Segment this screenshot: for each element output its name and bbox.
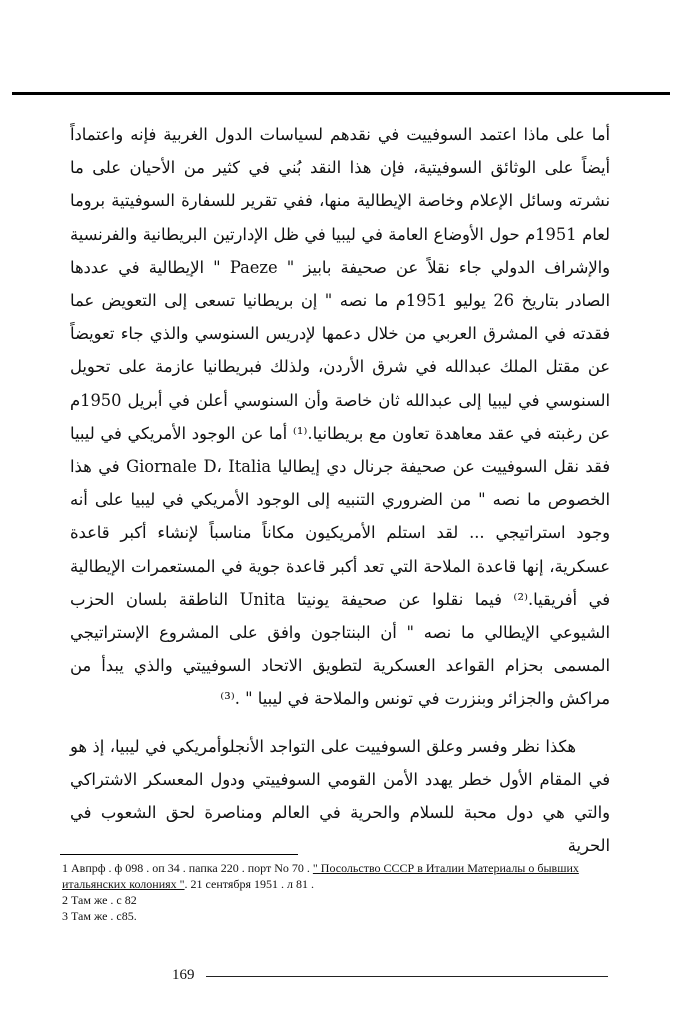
- footnote-1-date: . 21 сентября 1951 . л 81 .: [184, 877, 314, 891]
- page-number: 169: [172, 967, 195, 983]
- paragraph: أما على ماذا اعتمد السوفييت في نقدهم لسياسات الدول الغربية فإنه واعتماداً أيضاً على الوثائق السوفيتية، فإن هذا النقد بُني في كثير من الأحيان على ما نشرته وسائل الإعلام وخاصة الإيطالية منها، ففي تقرير للسفارة السوفيتية بروما لعام 1951م حول الأوضاع العامة في ليبيا في ظل الإدارتين البريطانية والفرنسية والإشراف الدولي جاء نقلاً عن صحيفة بابيز " Paeze " الإيطالية في عددها الصادر بتاريخ 26 يوليو 1951م ما نصه " إن بريطانيا تسعى إلى التعويض عما فقدته في المشرق العربي من خلال دعمها لإدريس السنوسي والذي جاء تعويضاً عن مقتل الملك عبدالله في شرق الأردن، ولذلك فبريطانيا عازمة على تحويل السنوسي في ليبيا إلى عبدالله ثان خاصة وأن السنوسي أعلن في أبريل 1950م عن رغبته في عقد معاهدة تعاون مع بريطانيا.⁽¹⁾ أما عن الوجود الأمريكي في ليبيا فقد نقل السوفييت عن صحيفة جرنال دي إيطاليا Giornale D، Italia في هذا الخصوص ما نصه " من الضروري التنبيه إلى الوجود الأمريكي في ليبيا على أنه وجود استراتيجي ... لقد استلم الأمريكيون مكاناً مناسباً لإنشاء أكبر قاعدة عسكرية، إنها قاعدة الملاحة التي تعد أكبر قاعدة جوية في المستعمرات الإيطالية في أفريقيا.⁽²⁾ فيما نقلوا عن صحيفة يونيتا Unita الناطقة بلسان الحزب الشيوعي الإيطالي ما نصه " أن البنتاجون وافق على المشروع الإستراتيجي المسمى بحزام القواعد العسكرية لتطويق الاتحاد السوفييتي والذي يبدأ من مراكش والجزائر وبنزرت في تونس والملاحة في ليبيا " .⁽³⁾: [70, 125, 611, 709]
- paragraph: هكذا نظر وفسر وعلق السوفييت على التواجد الأنجلوأمريكي في ليبيا، إذ هو في المقام الأول خطر يهدد الأمن القومي السوفييتي ودول المعسكر الاشتراكي والتي هي دول محبة للسلام والحرية في العالم ومناصرة لحق الشعوب في الحرية: [70, 736, 610, 856]
- footnote-1: [62, 860, 622, 892]
- footer-rule: [206, 976, 608, 977]
- footnote-2: 2 Там же . с 82: [62, 893, 137, 907]
- header-rule: [12, 92, 670, 95]
- footnote-1-title: " Посольство СССР в Италии Материалы о бывших итальянских колониях ": [62, 861, 579, 891]
- footnote-1-source: 1 Авпрф . ф 098 . оп 34 . папка 220 . порт No 70 .: [62, 861, 313, 875]
- body-text: [70, 118, 610, 862]
- footnotes: [62, 860, 622, 924]
- footnote-separator: [60, 854, 298, 855]
- footnote-3: 3 Там же . с85.: [62, 909, 137, 923]
